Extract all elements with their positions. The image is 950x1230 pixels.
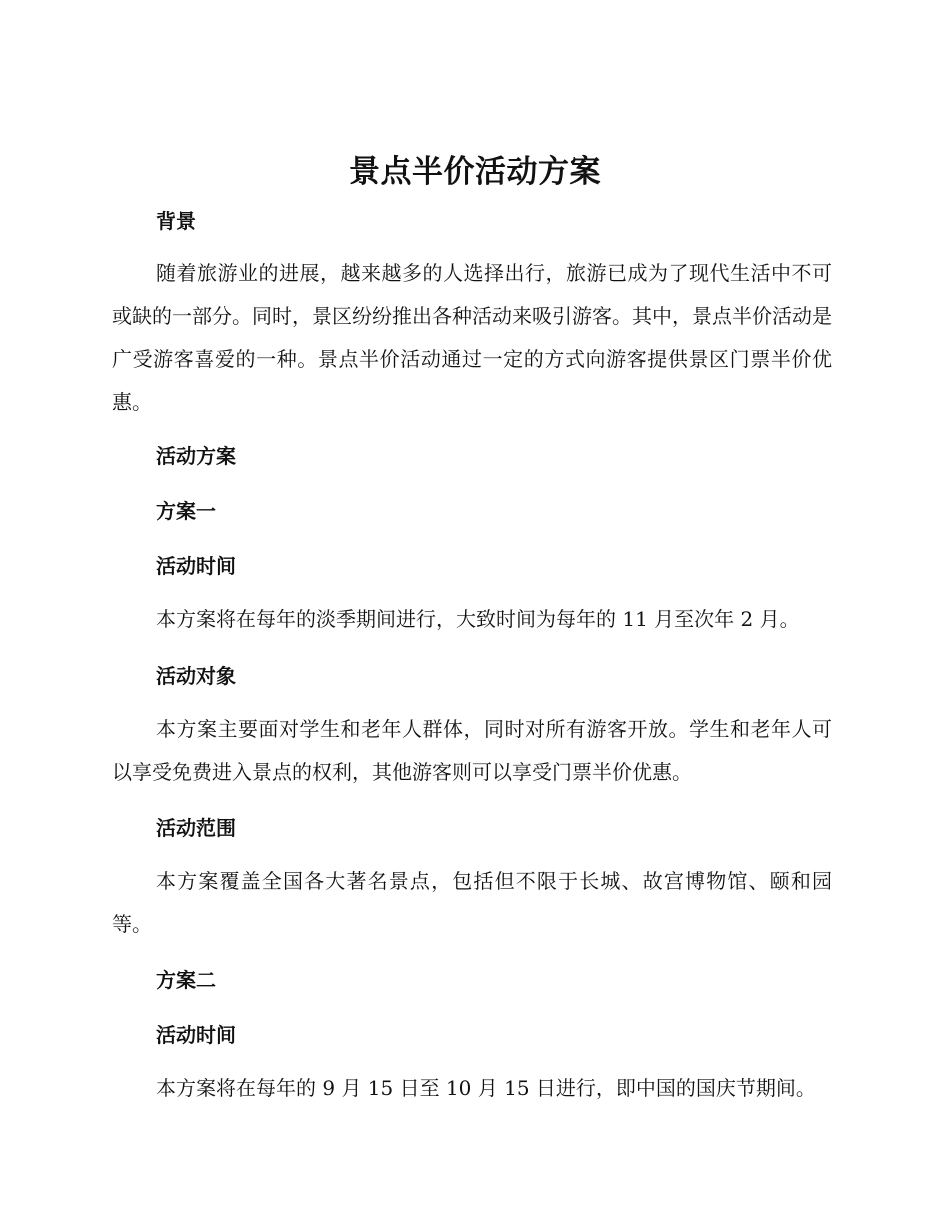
section-heading-plan-two: 方案二 bbox=[156, 968, 216, 992]
paragraph-activity-scope: 本方案覆盖全国各大著名景点，包括但不限于长城、故宫博物馆、颐和园等。 bbox=[112, 869, 832, 936]
subheading-activity-target: 活动对象 bbox=[156, 664, 236, 688]
paragraph-activity-time-1: 本方案将在每年的淡季期间进行，大致时间为每年的 11 月至次年 2 月。 bbox=[156, 607, 800, 631]
paragraph-activity-time-2: 本方案将在每年的 9 月 15 日至 10 月 15 日进行，即中国的国庆节期间。 bbox=[156, 1076, 816, 1100]
subheading-activity-time-1: 活动时间 bbox=[156, 554, 236, 578]
section-heading-background: 背景 bbox=[156, 209, 196, 233]
document-title: 景点半价活动方案 bbox=[349, 154, 601, 190]
section-heading-plan-one: 方案一 bbox=[156, 499, 216, 523]
paragraph-activity-target: 本方案主要面对学生和老年人群体，同时对所有游客开放。学生和老年人可以享受免费进入景点的权利，其他游客则可以享受门票半价优惠。 bbox=[112, 717, 832, 784]
section-heading-activity-plan: 活动方案 bbox=[156, 444, 236, 468]
subheading-activity-time-2: 活动时间 bbox=[156, 1023, 236, 1047]
subheading-activity-scope: 活动范围 bbox=[156, 816, 236, 840]
paragraph-background: 随着旅游业的进展，越来越多的人选择出行，旅游已成为了现代生活中不可或缺的一部分。同时，景区纷纷推出各种活动来吸引游客。其中，景点半价活动是广受游客喜爱的一种。景点半价活动通过一定的方式向游客提供景区门票半价优惠。 bbox=[112, 261, 832, 414]
